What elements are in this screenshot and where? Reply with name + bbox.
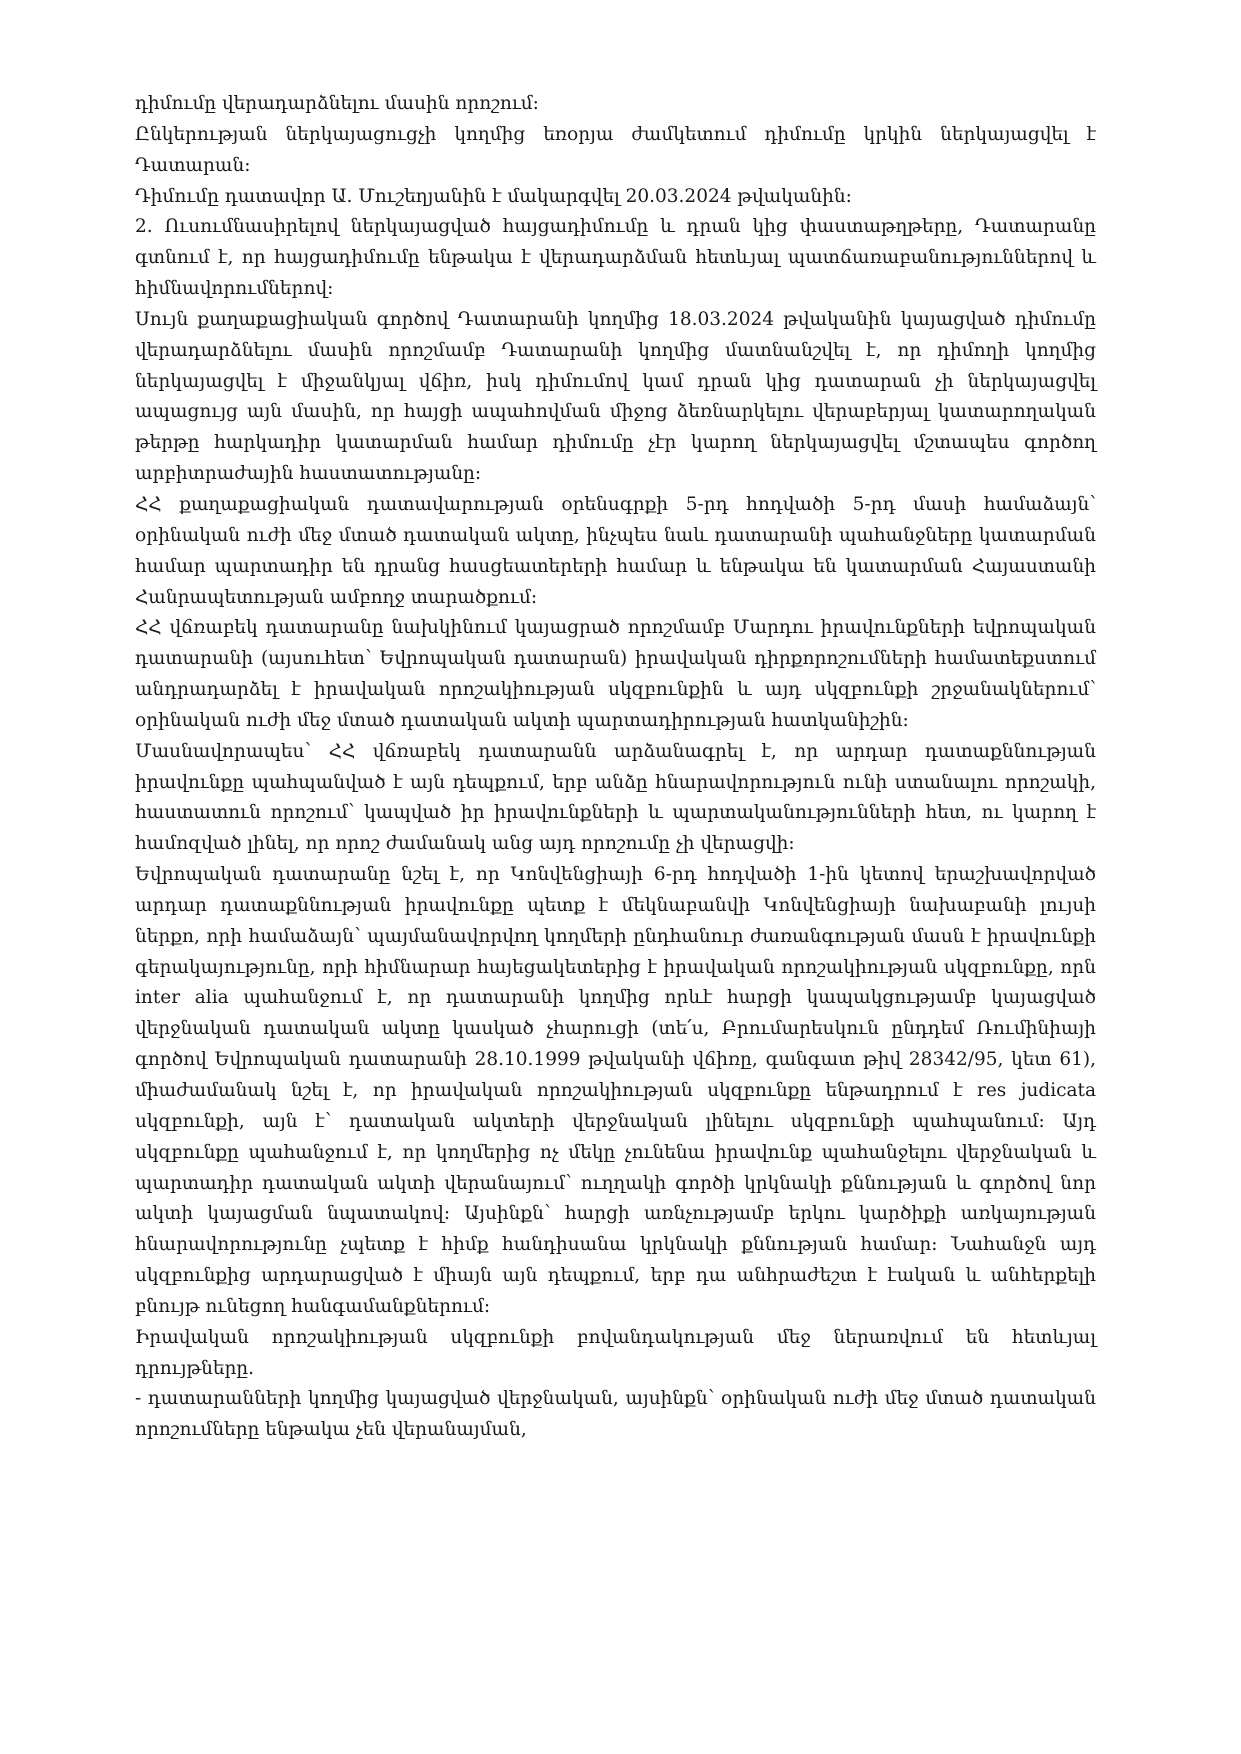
- paragraph-list-item-final-decisions: - դատարանների կողմից կայացված վերջնական, այսինքն՝ օրինական ուժի մեջ մտած դատական որոշումները ենթակա չեն վերանայման,: [135, 1388, 1096, 1441]
- paragraph-court-findings: 2. Ուսումնասիրելով ներկայացված հայցադիմումը և դրան կից փաստաթղթերը, Դատարանը գտնում է, որ հայցադիմումը ենթակա է վերադարձման հետևյալ պատճառաբանություններով և հիմնավորումներով:: [135, 216, 1096, 300]
- paragraph-civil-procedure-code: ՀՀ քաղաքացիական դատավարության օրենսգրքի 5-րդ հոդվածի 5-րդ մասի համաձայն՝ օրինական ուժի մեջ մտած դատական ակտը, ինչպես նաև դատարանի պահանջները կատարման համար պարտադիր են դրանց հասցեատերերի համար և ենթակա են կատարման Հայաստանի Հանրապետության ամբողջ տարածքում:: [135, 493, 1096, 608]
- paragraph-judge-assignment: Դիմումը դատավոր Ա. Մուշեղյանին է մակարգվել 20.03.2024 թվականին:: [135, 185, 852, 207]
- paragraph-european-court: Եվրոպական դատարանը նշել է, որ Կոնվենցիայի 6-րդ հոդվածի 1-ին կետով երաշխավորված արդար դատաքննության իրավունքը պետք է մեկնաբանվի Կոնվենցիայի նախաբանի լույսի ներքո, որի համաձայն՝ պայմանավորվող կողմերի ընդհանուր ժառանգության մասն է իրավունքի գերակայությունը, որի հիմնարար հայեցակետերից է իրավական որոշակիության սկզբունքը, որն inter alia պահանջում է, որ դատարանի կողմից որևէ հարցի կապակցությամբ կայացված վերջնական դատական ակտը կասկած չհարուցի (տե՛ս, Բրումարեսկուն ընդդեմ Ռումինիայի գործով Եվրոպական դատարանի 28.10.1999 թվականի վճիռը, գանգատ թիվ 28342/95, կետ 61), միաժամանակ նշել է, որ իրավական որոշակիության սկզբունքը ենթադրում է res judicata սկզբունքի, այն է՝ դատական ակտերի վերջնական լինելու սկզբունքի պահպանում: Այդ սկզբունքը պահանջում է, որ կողմերից ոչ մեկը չունենա իրավունք պահանջելու վերջնական և պարտադիր դատական ակտի վերանայում՝ ուղղակի գործի կրկնակի քննության և գործով նոր ակտի կայացման նպատակով: Այսինքն՝ հարցի առնչությամբ երկու կարծիքի առկայության հնարավորությունը չպետք է հիմք հանդիսանա կրկնակի քննության համար: Նահանջն այդ սկզբունքից արդարացված է միայն այն դեպքում, երբ դա անհրաժեշտ է էական և անհերքելի բնույթ ունեցող հանգամանքներում:: [135, 864, 1096, 1317]
- paragraph-return-decision-tail: դիմումը վերադարձնելու մասին որոշում:: [135, 93, 539, 114]
- paragraph-resubmission: Ընկերության ներկայացուցչի կողմից եռօրյա ժամկետում դիմումը կրկին ներկայացվել է Դատարան:: [135, 123, 1096, 176]
- document-page: [135, 89, 1096, 1446]
- paragraph-legal-certainty: Իրավական որոշակիության սկզբունքի բովանդակության մեջ ներառվում են հետևյալ դրույթները.: [135, 1326, 1096, 1379]
- paragraph-prior-decision: Սույն քաղաքացիական գործով Դատարանի կողմից 18.03.2024 թվականին կայացված դիմումը վերադարձնելու մասին որոշմամբ Դատարանի կողմից մատնանշվել է, որ դիմողի կողմից ներկայացվել է միջանկյալ վճիռ, իսկ դիմումով կամ դրան կից դատարան չի ներկայացվել ապացույց այն մասին, որ հայցի ապահովման միջոց ձեռնարկելու վերաբերյալ կատարողական թերթը հարկադիր կատարման համար դիմումը չէր կարող ներկայացվել մշտապես գործող արբիտրաժային հաստատությանը:: [135, 308, 1096, 485]
- paragraph-fair-trial-right: Մասնավորապես՝ ՀՀ վճռաբեկ դատարանն արձանագրել է, որ արդար դատաքննության իրավունքը պահպանված է այն դեպքում, երբ անձը հնարավորություն ունի ստանալու որոշակի, հաստատուն որոշում՝ կապված իր իրավունքների և պարտականությունների հետ, ու կարող է համոզված լինել, որ որոշ ժամանակ անց այդ որոշումը չի վերացվի:: [135, 740, 1096, 855]
- paragraph-cassation-court: ՀՀ վճռաբեկ դատարանը նախկինում կայացրած որոշմամբ Մարդու իրավունքների եվրոպական դատարանի (այսուհետ՝ Եվրոպական դատարան) իրավական դիրքորոշումների համատեքստում անդրադարձել է իրավական որոշակիության սկզբունքին և այդ սկզբունքի շրջանակներում՝ օրինական ուժի մեջ մտած դատական ակտի պարտադիրության հատկանիշին:: [135, 617, 1096, 731]
